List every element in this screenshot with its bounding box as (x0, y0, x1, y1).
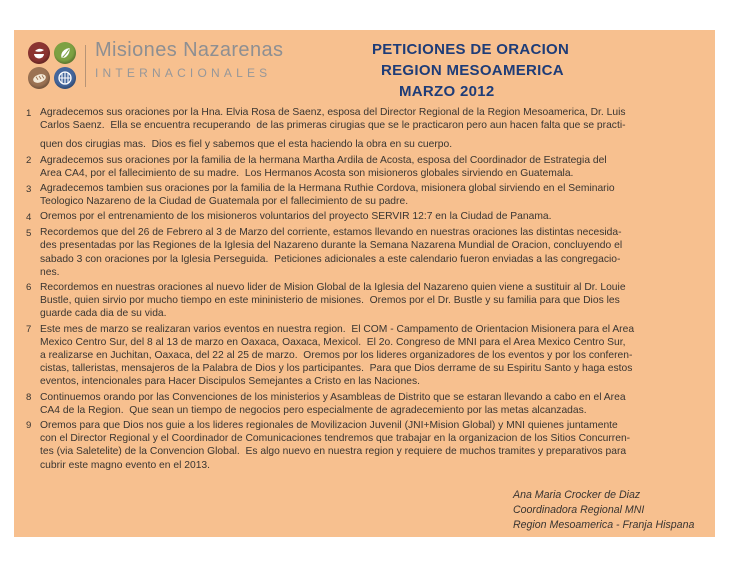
signature-block (513, 488, 694, 533)
signature-line: Region Mesoamerica - Franja Hispana (513, 519, 695, 531)
item-number: 3 (26, 183, 32, 195)
item-text (40, 391, 715, 417)
item-text (40, 210, 715, 224)
item-text-line: Mexico Centro Sur, del 8 al 13 de marzo en Oaxaca, Oaxaca, Mexicol. El 2o. Congreso de MNI para el Area Mexico Centro Sur, (40, 336, 626, 348)
item-number: 2 (26, 155, 32, 167)
signature-line: Coordinadora Regional MNI (513, 504, 645, 516)
item-number: 5 (26, 227, 32, 239)
mni-logo (28, 42, 78, 90)
list-item (26, 154, 715, 180)
item-number: 7 (26, 324, 32, 336)
item-text-line: CA4 de la Region. Que sean un tiempo de negocios pero especialmente de agradecemiento por las metas alcanzadas. (40, 404, 587, 416)
bread-icon (28, 67, 50, 89)
brand-subtitle: INTERNACIONALES (95, 66, 272, 80)
item-text (40, 281, 715, 321)
item-number: 8 (26, 392, 32, 404)
signature-line: Ana Maria Crocker de Diaz (513, 489, 641, 501)
item-text-line: Recordemos en nuestras oraciones al nuevo lider de Mision Global de la Iglesia del Nazareno quien viene a sustituir al Dr. Louie (40, 281, 626, 293)
list-item (26, 391, 715, 417)
item-text-line: cubrir este magno evento en el 2013. (40, 459, 211, 471)
item-text-line: Agradecemos sus oraciones por la familia de la hermana Martha Ardila de Acosta, esposa del Coordinador de Estrategia del (40, 154, 607, 166)
item-text-line: cistas, talleristas, mensajeros de la Palabra de Dios y los participantes. Para que Dios derrame de su Espiritu Santo y haga estos (40, 363, 633, 375)
bowl-hand-icon (28, 42, 50, 64)
list-item (26, 419, 715, 472)
item-text (40, 226, 715, 279)
item-text-line: des presentadas por las Regiones de la Iglesia del Nazareno durante la Semana Nazarena Mundial de Oracion, concluyendo el (40, 240, 623, 252)
item-text-line: nes. (40, 266, 60, 278)
item-text-line: a realizarse en Juchitan, Oaxaca, del 22 al 25 de marzo. Oremos por los lideres organizadores de los eventos y por los conferen- (40, 349, 633, 361)
item-text-line: sabado 3 con oraciones por la Iglesia Perseguida. Peticiones adicionales a este calendario fueron enviadas a las congregacio- (40, 253, 621, 265)
brand-name: Misiones Nazarenas (95, 39, 284, 61)
item-text-line: Recordemos que del 26 de Febrero al 3 de Marzo del corriente, estamos llevando en nuestras oraciones las distintas necesida- (40, 227, 622, 239)
item-text-line: quen dos cirugias mas. Dios es fiel y sabemos que el esta haciendo la obra en su cuerpo. (40, 139, 453, 151)
item-text-line: Area CA4, por el fallecimiento de su madre. Los Hermanos Acosta son misioneros globales sirviendo en Guatemala. (40, 167, 574, 179)
item-text (40, 419, 715, 472)
item-text (40, 182, 715, 208)
item-text-line: Carlos Saenz. Ella se encuentra recuperando de las primeras cirugias que se le practicaron pero aun hacen falta que se practi- (40, 120, 626, 132)
list-item (26, 210, 715, 224)
title-line: REGION MESOAMERICA (381, 62, 564, 79)
item-text-line: Agradecemos tambien sus oraciones por la familia de la Hermana Ruthie Cordova, misionera global sirviendo en el Seminario (40, 183, 615, 195)
item-text-line: Bustle, quien sirvio por mucho tiempo en este mininisterio de misiones. Oremos por el Dr. Bustle y su familia para que Dios les (40, 295, 620, 307)
item-text (40, 323, 715, 389)
item-text-line: tes (via Saletelite) de la Convencion Global. Es algo nuevo en nuestra region y requiere de muchos tramites y preparativos para (40, 446, 627, 458)
item-text-line: Teologico Nazareno de la Ciudad de Guatemala por el fallecimiento de su padre. (40, 196, 409, 208)
page-title (372, 39, 569, 102)
item-number: 6 (26, 282, 32, 294)
list-item (26, 281, 715, 321)
item-text-line: Oremos para que Dios nos guie a los lideres regionales de Movilizacion Juvenil (JNI+Mision Global) y MNI quienes juntamente (40, 419, 618, 431)
item-text (40, 154, 715, 180)
title-line: PETICIONES DE ORACION (372, 41, 570, 58)
list-item (26, 323, 715, 389)
list-item (26, 226, 715, 279)
item-text-line: guarde cada dia de su vida. (40, 308, 167, 320)
prayer-list (26, 106, 715, 474)
item-text-line: Este mes de marzo se realizaran varios eventos en nuestra region. El COM - Campamento de Orientacion Misionera para el Area (40, 323, 635, 335)
item-text-line: con el Director Regional y el Coordinador de Comunicaciones tendremos que trabajar en la organizacion de los Sitios Concurren- (40, 433, 631, 445)
item-text-line: Oremos por el entrenamiento de los misioneros voluntarios del proyecto SERVIR 12:7 en la Ciudad de Panama. (40, 211, 552, 223)
list-item (26, 106, 715, 152)
logo-divider (85, 45, 86, 87)
item-text-line: eventos, intencionales para Hacer Discipulos Semejantes a Cristo en las Naciones. (40, 376, 421, 388)
globe-cross-icon (54, 67, 76, 89)
item-number: 4 (26, 211, 32, 223)
item-number: 1 (26, 107, 32, 119)
brand-wordmark (95, 39, 283, 80)
item-number: 9 (26, 420, 32, 432)
leaf-icon (54, 42, 76, 64)
list-item (26, 182, 715, 208)
document-page (14, 30, 715, 537)
title-line: MARZO 2012 (399, 83, 495, 100)
item-text-line: Agradecemos sus oraciones por la Hna. Elvia Rosa de Saenz, esposa del Director Regional de la Region Mesoamerica, Dr. Luis (40, 107, 626, 118)
item-text-line: Continuemos orando por las Convenciones de los ministerios y Asambleas de Distrito que se estaran llevando a cabo en el Area (40, 391, 626, 403)
item-text (40, 106, 715, 152)
